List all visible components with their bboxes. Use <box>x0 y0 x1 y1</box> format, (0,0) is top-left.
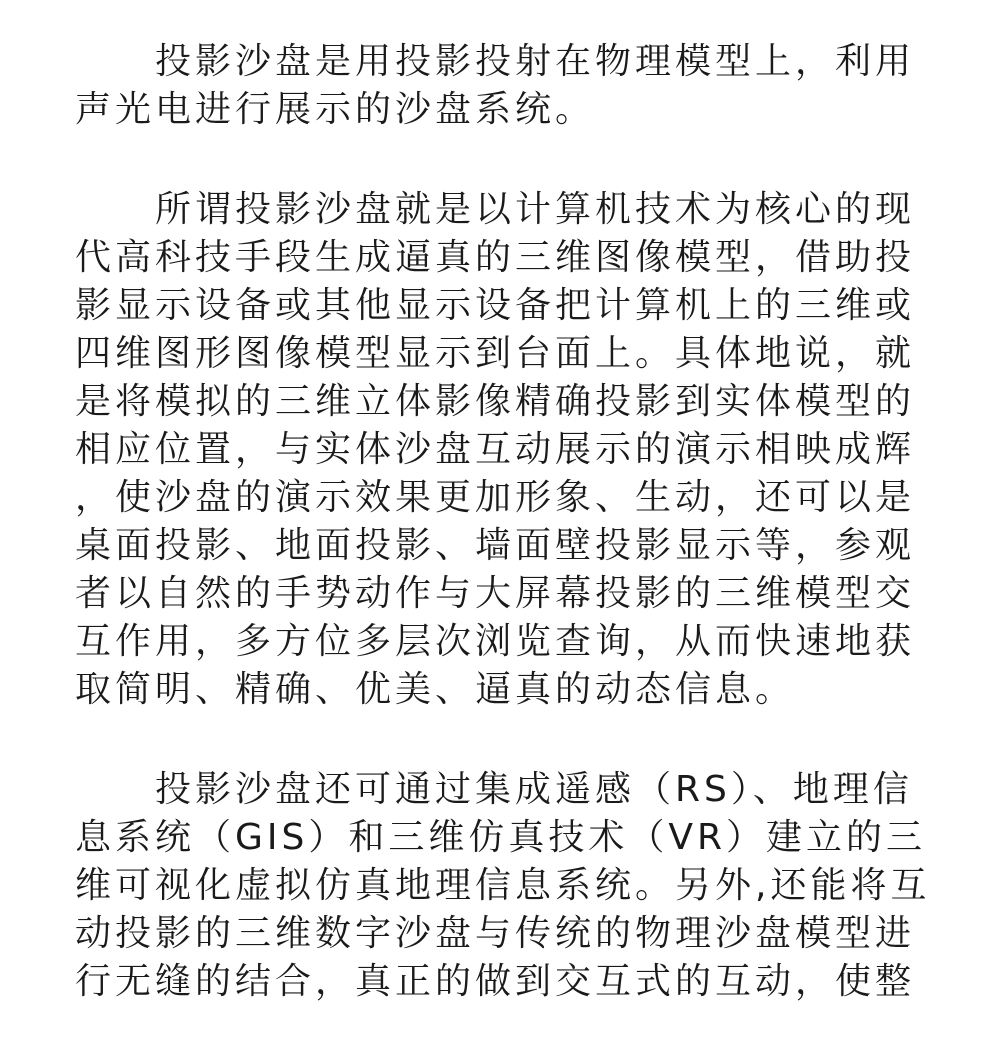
text-line: 代高科技手段生成逼真的三维图像模型，借助投 <box>75 237 916 278</box>
text-line: 维可视化虚拟仿真地理信息系统。另外,还能将互 <box>75 865 931 906</box>
text-line: 是将模拟的三维立体影像精确投影到实体模型的 <box>75 381 916 422</box>
paragraph-2 <box>75 186 915 714</box>
text-line: 影显示设备或其他显示设备把计算机上的三维或 <box>75 285 916 326</box>
text-line: 息系统（GIS）和三维仿真技术（VR）建立的三 <box>75 817 927 858</box>
paragraph-1 <box>75 38 915 134</box>
text-line: 投影沙盘是用投影投射在物理模型上，利用 <box>155 41 916 82</box>
text-line: 行无缝的结合，真正的做到交互式的互动，使整 <box>75 961 916 1002</box>
text-line: 所谓投影沙盘就是以计算机技术为核心的现 <box>155 189 916 230</box>
article-body <box>75 38 931 1058</box>
text-line: 动投影的三维数字沙盘与传统的物理沙盘模型进 <box>75 913 916 954</box>
text-line: 者以自然的手势动作与大屏幕投影的三维模型交 <box>75 573 916 614</box>
text-line: 互作用，多方位多层次浏览查询，从而快速地获 <box>75 621 916 662</box>
text-line: 声光电进行展示的沙盘系统。 <box>75 89 596 130</box>
paragraph-3 <box>75 766 931 1006</box>
text-line: 取简明、精确、优美、逼真的动态信息。 <box>75 669 796 710</box>
text-line: ，使沙盘的演示效果更加形象、生动，还可以是 <box>75 477 916 518</box>
text-line: 四维图形图像模型显示到台面上。具体地说，就 <box>75 333 916 374</box>
text-line: 桌面投影、地面投影、墙面壁投影显示等，参观 <box>75 525 916 566</box>
text-line: 投影沙盘还可通过集成遥感（RS）、地理信 <box>155 769 913 810</box>
text-line: 相应位置，与实体沙盘互动展示的演示相映成辉 <box>75 429 916 470</box>
